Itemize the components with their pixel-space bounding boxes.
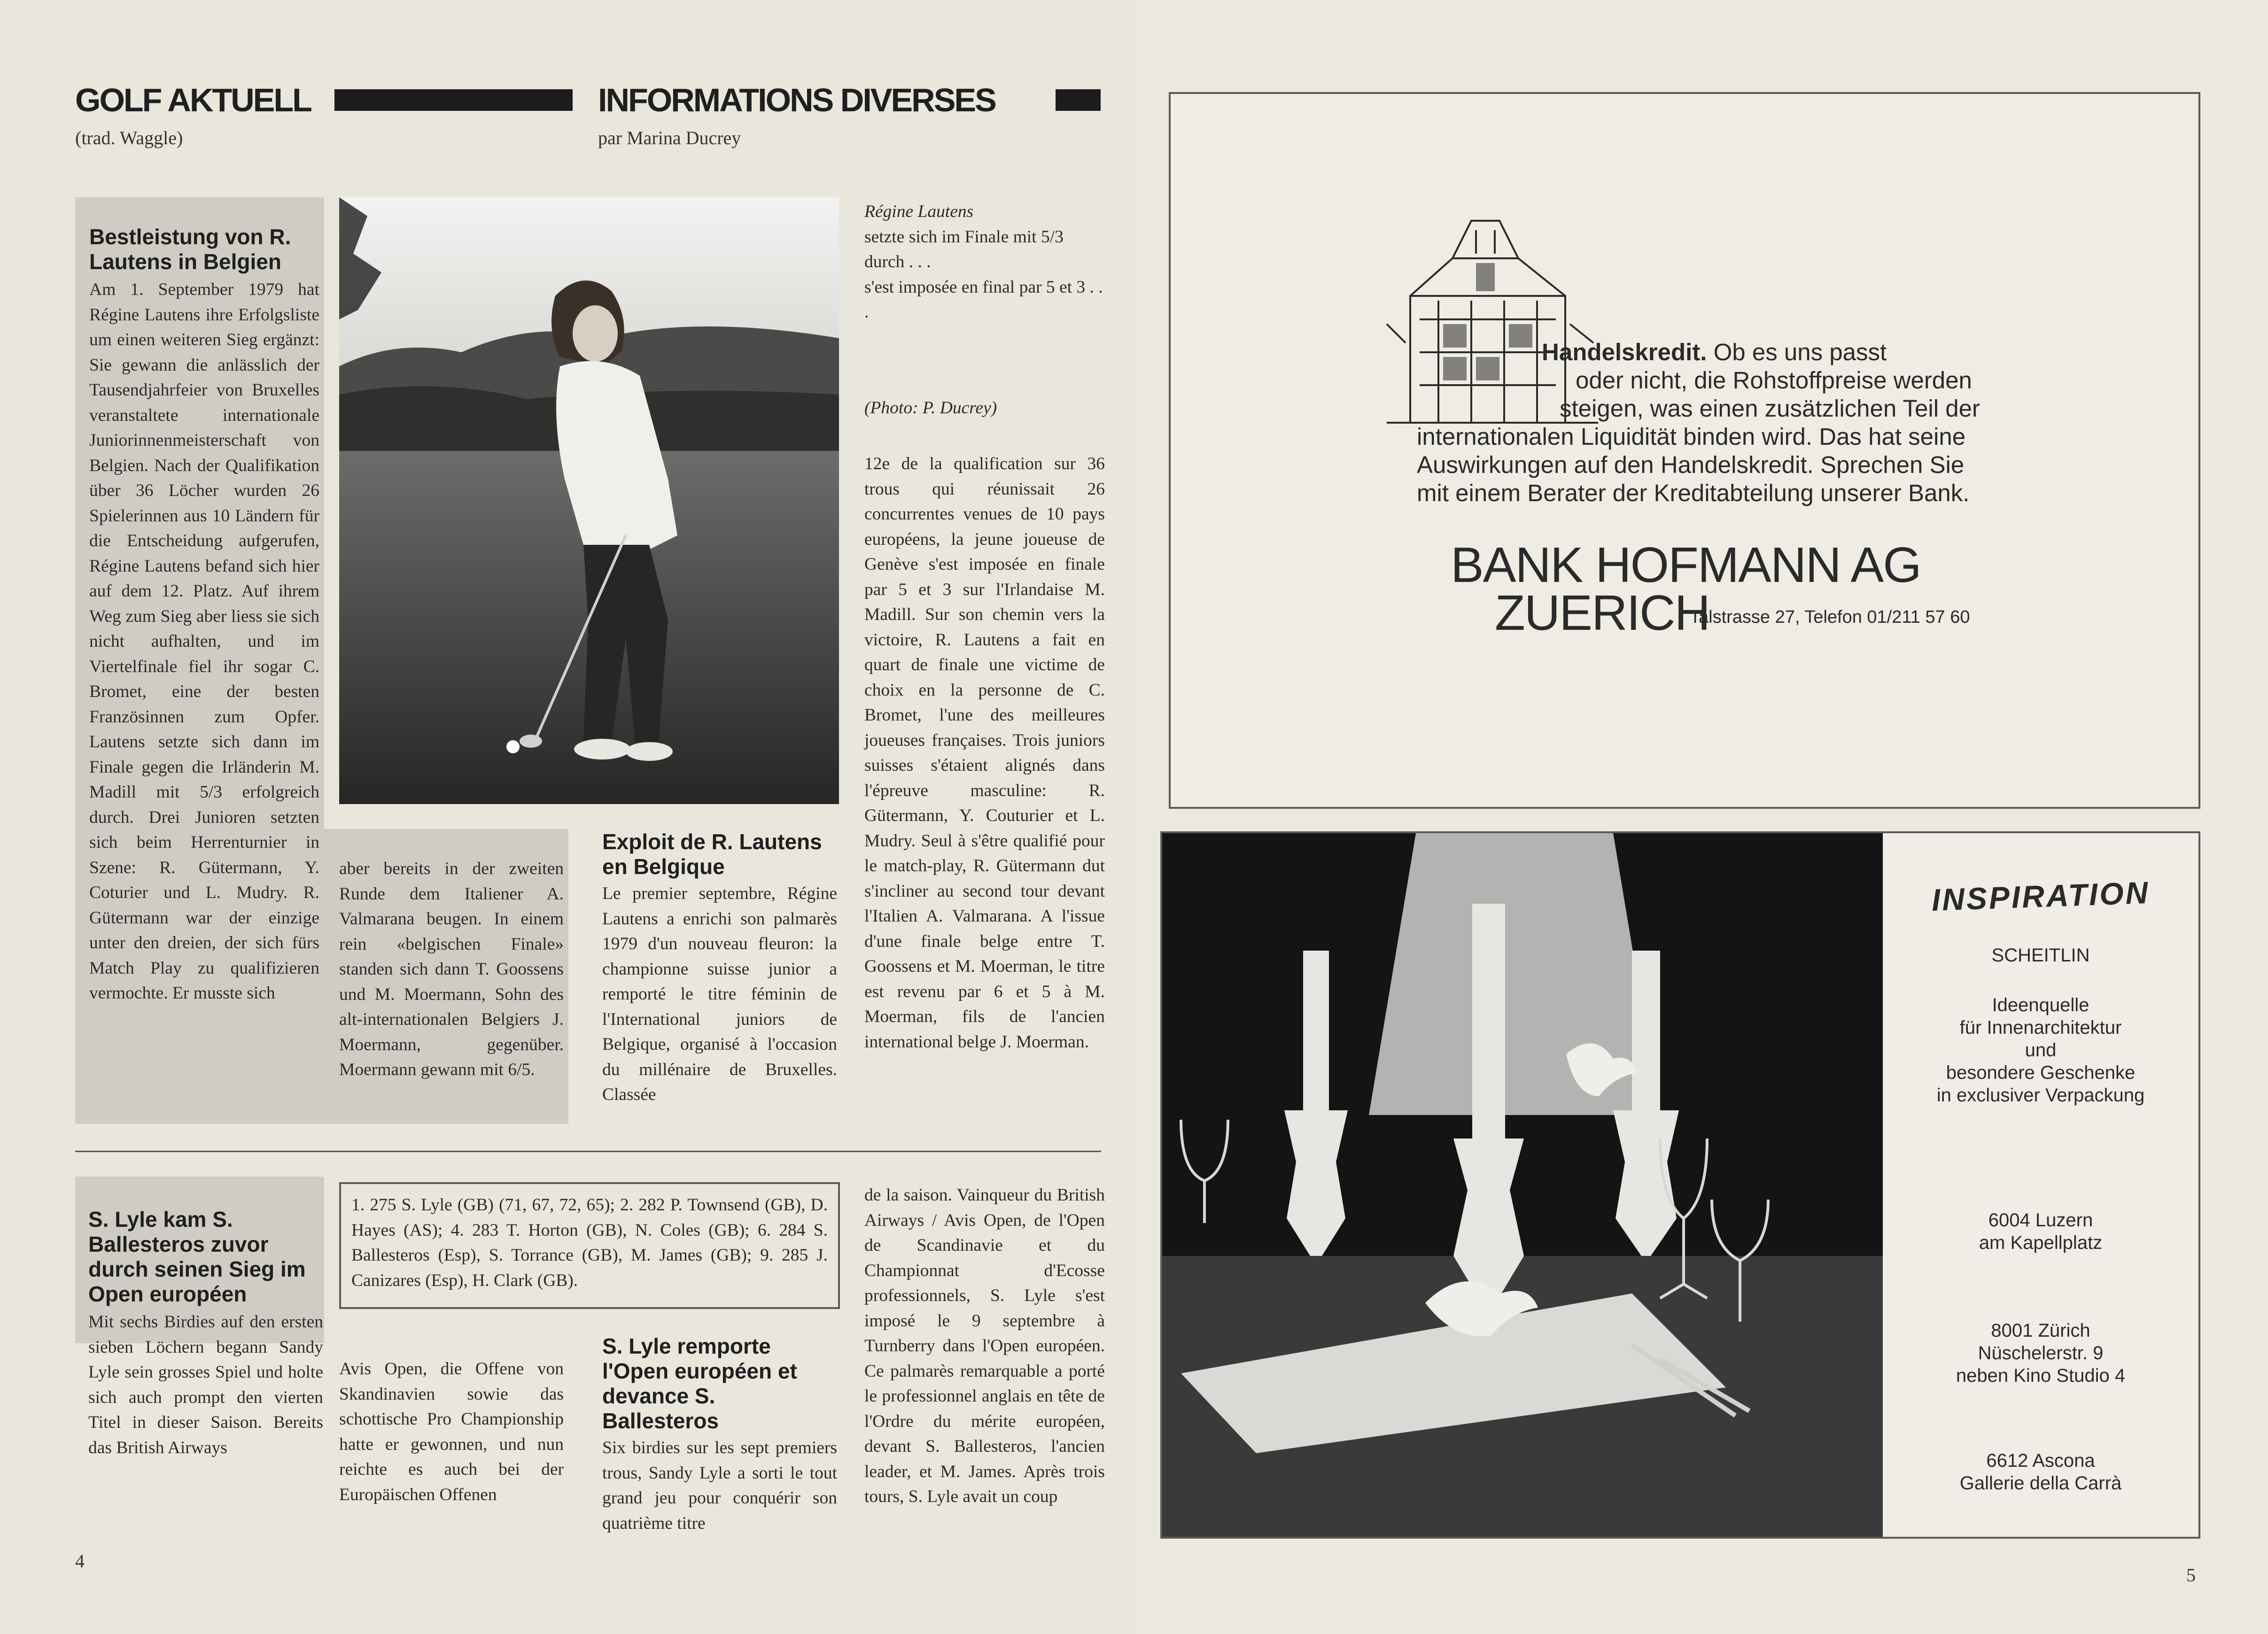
page-number-right: 5 [2186, 1564, 2196, 1586]
article-fr-2 [602, 1334, 837, 1536]
photo-tableware [1162, 833, 1883, 1537]
right-page [1134, 0, 2268, 1634]
bank-name: BANK HOFMANN AG [1451, 537, 1921, 593]
bank-ad-line2: oder nicht, die Rohstoffpreise werden [1576, 367, 1972, 394]
bank-hofmann-ad [1169, 92, 2200, 809]
location-ascona [1883, 1449, 2198, 1495]
byline-left: (trad. Waggle) [75, 127, 183, 148]
golfer-photo-illustration [339, 197, 839, 804]
caption-de: setzte sich im Finale mit 5/3 durch . . . [864, 227, 1064, 271]
shop-tagline [1883, 994, 2198, 1107]
headline: Bestleistung von R. Lautens in Belgien [89, 225, 291, 274]
article-de-2-col2: Avis Open, die Offene von Skandinavien sowie das schottische Pro Championship hatte er gewonnen, und nun reichte es auch bei der Europäischen Offenen [339, 1359, 564, 1504]
bank-address: Talstrasse 27, Telefon 01/211 57 60 [1690, 607, 1970, 627]
section-title-informations-diverses: INFORMATIONS DIVERSES [598, 82, 995, 118]
article-text: Am 1. September 1979 hat Régine Lautens ihre Erfolgsliste um einen weiteren Sieg ergänzt: Sie gewann die anlässlich der Tausendjahrfeier von Bruxelles veranstaltete internationale Juniorinnenmeisterschaft von Belgien. Nach der Qualifikation über 36 Löcher wurden 26 Spielerinnen aus 10 Ländern für die Entscheidung aufgerufen, Régine Lautens befand sich hier auf dem 12. Platz. Auf ihrem Weg zum Sieg aber liess sie sich nicht aufhalten, und im Viertelfinale fiel ihr sogar C. Bromet, eine der besten Französinnen zum Opfer. Lautens setzte sich dann im Finale gegen die Irländerin M. Madill mit 5/3 erfolgreich durch. Drei Junioren setzten sich beim Herrenturnier in Szene: R. Gütermann, Y. Coturier und L. Mudry. R. Gütermann war der einzige unter den dreien, der sich fürs Match Play zu qualifizieren vermochte. Er musste sich [89, 280, 319, 1003]
tagline-line: Ideenquelle [1992, 995, 2089, 1015]
bank-city: ZUERICH [1495, 585, 1710, 641]
caption-fr: s'est imposée en final par 5 et 3 . . . [864, 277, 1103, 322]
headline: Exploit de R. Lautens en Belgique [602, 829, 822, 879]
bank-ad-lead: Handelskredit. [1542, 339, 1707, 365]
page-number-left: 4 [75, 1550, 85, 1572]
bank-ad-line3: steigen, was einen zusätzlichen Teil der [1560, 395, 1980, 422]
section-divider [75, 1151, 1101, 1152]
article-fr-2-col4: de la saison. Vainqueur du British Airways / Avis Open, de l'Open de Scandinavie et du Championnat d'Ecosse professionnels, S. Lyle s'est imposé le 9 septembre à Turnberry dans l'Open européen. Ce palmarès remarquable a porté le professionnel anglais en tête de l'Ordre du mérite européen, devant S. Ballesteros, l'ancien leader, et M. James. Après trois tours, S. Lyle avait un coup [864, 1185, 1105, 1506]
article-fr-1-col4: 12e de la qualification sur 36 trous qui réunissait 26 concurrentes venues de 10 pays européens, la jeune joueuse de Genève s'est imposée en finale par 5 et 3 sur l'Irlandaise M. Madill. Sur son chemin vers la victoire, R. Lautens a fait en quart de finale une victime de choix en la personne de C. Bromet, l'une des meilleures joueuses françaises. Trois juniors suisses s'étaient alignés dans l'épreuve masculine: R. Gütermann, Y. Couturier et L. Mudry. Seul à s'être qualifié pour le match-play, R. Gütermann dut s'incliner au second tour devant l'Italien A. Valmarana. A l'issue d'une finale belge entre T. Goossens et M. Moerman, le titre est revenu par 6 et 5 à M. Moerman, fils de l'ancien international belge J. Moerman. [864, 454, 1105, 1052]
photo-caption [864, 199, 1105, 420]
bank-ad-copy-line1 [1542, 338, 1887, 366]
article-de-2 [88, 1207, 323, 1460]
location-line: 8001 Zürich [1991, 1320, 2090, 1341]
results-text: 1. 275 S. Lyle (GB) (71, 67, 72, 65); 2. 282 P. Townsend (GB), D. Hayes (AS); 4. 283 T. Horton (GB), N. Coles (GB); 6. 284 S. Ballesteros (Esp), S. Torrance (GB), M. James (GB); 9. 285 J. Canizares (Esp), H. Clark (GB). [351, 1195, 828, 1290]
shop-info-panel [1883, 833, 2198, 1537]
inspiration-logo: INSPIRATION [1931, 875, 2151, 918]
bank-ad-line6: mit einem Berater der Kreditabteilung unserer Bank. [1417, 480, 1970, 506]
location-line: am Kapellplatz [1979, 1232, 2103, 1253]
results-box [339, 1182, 840, 1309]
location-line: Gallerie della Carrà [1959, 1473, 2122, 1494]
photo-golfer [339, 197, 839, 804]
location-line: neben Kino Studio 4 [1956, 1365, 2126, 1386]
tagline-line: für Innenarchitektur [1959, 1017, 2122, 1038]
tagline-line: und [2025, 1040, 2057, 1061]
candles-tableware-illustration [1162, 833, 1883, 1537]
header-bar [1056, 89, 1101, 111]
article-de-1-col2: aber bereits in der zweiten Runde dem Italiener A. Valmarana beugen. In einem rein «belgischen Finale» standen sich dann T. Goossens und M. Moermann, Sohn des alt-internationalen Belgiers J. Moermann, gegenüber. Moermann gewann mit 6/5. [339, 859, 564, 1079]
byline-right: par Marina Ducrey [598, 127, 741, 148]
shop-brand: SCHEITLIN [1991, 945, 2090, 966]
bank-ad-line5: Auswirkungen auf den Handelskredit. Sprechen Sie [1417, 451, 1965, 478]
section-title-golf-aktuell: GOLF AKTUELL [75, 82, 311, 118]
caption-name: Régine Lautens [864, 202, 974, 221]
location-line: 6612 Ascona [1986, 1450, 2095, 1471]
bank-ad-line1: Ob es uns passt [1713, 339, 1887, 365]
article-text: Mit sechs Birdies auf den ersten sieben Löchern begann Sandy Lyle sein grosses Spiel und holte sich auch prompt den vierten Titel in dieser Saison. Bereits das British Airways [88, 1312, 323, 1457]
headline: S. Lyle remporte l'Open européen et devance S. Ballesteros [602, 1334, 797, 1433]
location-line: 6004 Luzern [1988, 1210, 2093, 1231]
location-luzern [1883, 1209, 2198, 1254]
location-zurich [1883, 1319, 2198, 1387]
tagline-line: besondere Geschenke [1946, 1062, 2136, 1083]
article-text: Le premier septembre, Régine Lautens a enrichi son palmarès 1979 d'un nouveau fleuron: la championne suisse junior a remporté le titre féminin de l'International juniors de Belgique, organisé à l'occasion du millénaire de Bruxelles. Classée [602, 884, 837, 1104]
article-text: Six birdies sur les sept premiers trous, Sandy Lyle a sorti le tout grand jeu pour conquérir son quatrième titre [602, 1438, 837, 1533]
bank-ad-line4: internationalen Liquidität binden wird. Das hat seine [1417, 423, 1966, 450]
photo-credit: (Photo: P. Ducrey) [864, 398, 997, 418]
inspiration-scheitlin-ad [1160, 831, 2200, 1539]
header-bar [334, 89, 573, 111]
location-line: Nüschelerstr. 9 [1978, 1343, 2104, 1363]
article-fr-1 [602, 829, 837, 1107]
headline: S. Lyle kam S. Ballesteros zuvor durch seinen Sieg im Open européen [88, 1207, 306, 1306]
tagline-line: in exclusiver Verpackung [1936, 1085, 2145, 1106]
article-de-1 [89, 225, 319, 1006]
